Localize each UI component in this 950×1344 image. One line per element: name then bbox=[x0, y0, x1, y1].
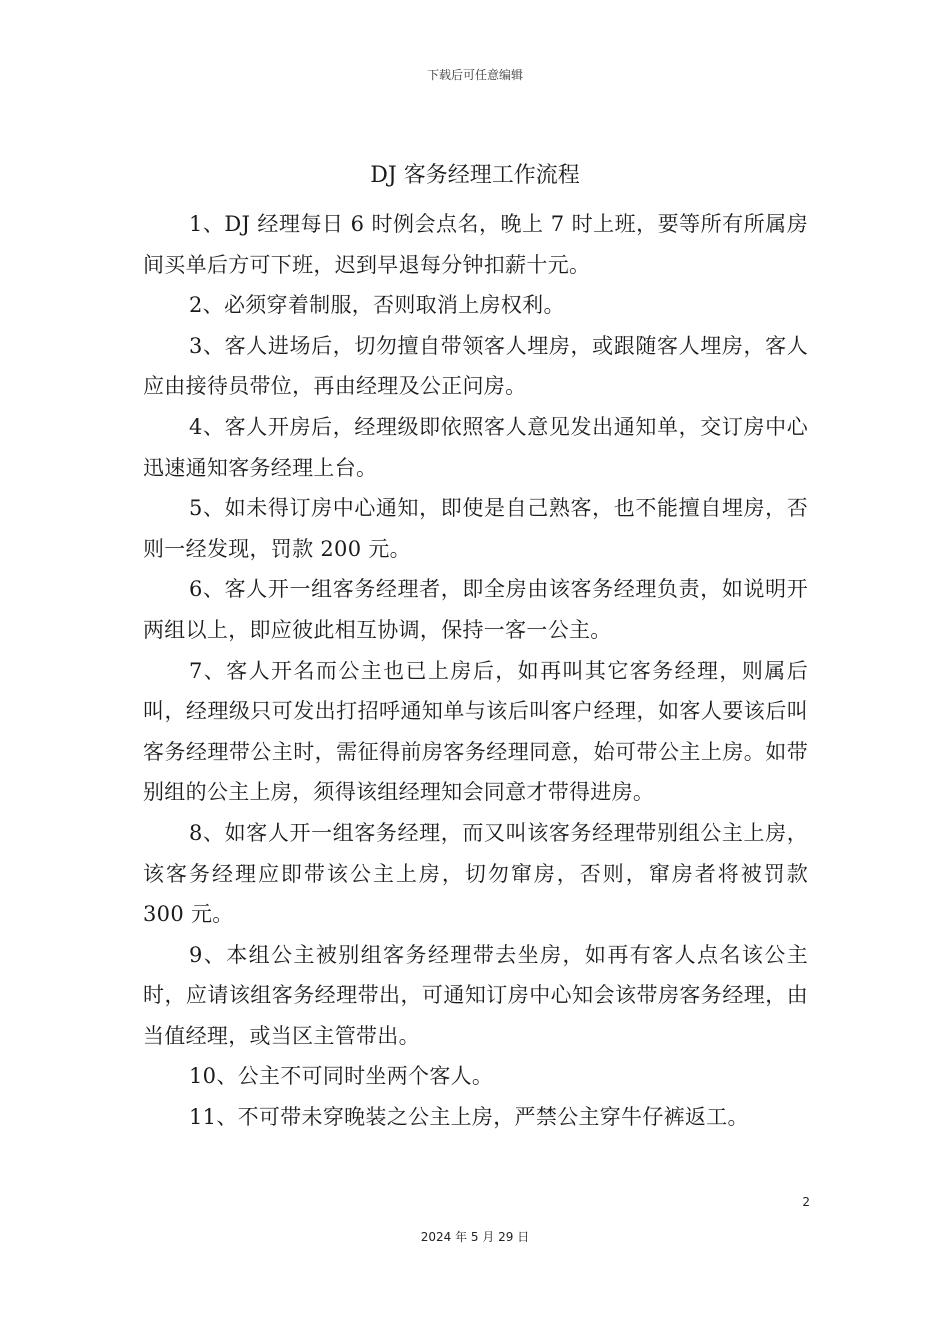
paragraph-8: 8、如客人开一组客务经理，而又叫该客务经理带别组公主上房，该客务经理应即带该公主上房，切勿窜房，否则，窜房者将被罚款 300 元。 bbox=[143, 820, 808, 927]
document-title: DJ 客务经理工作流程 bbox=[370, 163, 580, 188]
paragraph-7: 7、客人开名而公主也已上房后，如再叫其它客务经理，则属后叫，经理级只可发出打招呼通知单与该后叫客户经理，如客人要该后叫客务经理带公主时，需征得前房客务经理同意，始可带公主上房。如带别组的公主上房，须得该组经理知会同意才带得进房。 bbox=[143, 658, 808, 805]
paragraph-10: 10、公主不可同时坐两个客人。 bbox=[189, 1064, 494, 1089]
document-body bbox=[143, 204, 808, 1138]
paragraph-11: 11、不可带未穿晚装之公主上房，严禁公主穿牛仔裤返工。 bbox=[189, 1105, 749, 1130]
page-header: 下载后可任意编辑 bbox=[426, 68, 523, 82]
paragraph-4: 4、客人开房后，经理级即依照客人意见发出通知单，交订房中心迅速通知客务经理上台。 bbox=[143, 414, 808, 480]
paragraph-9: 9、本组公主被别组客务经理带去坐房，如再有客人点名该公主时，应请该组客务经理带出，可通知订房中心知会该带房客务经理，由当值经理，或当区主管带出。 bbox=[143, 942, 808, 1048]
footer-date: 2024 年 5 月 29 日 bbox=[420, 1230, 530, 1244]
page-number: 2 bbox=[802, 1195, 810, 1209]
paragraph-6: 6、客人开一组客务经理者，即全房由该客务经理负责，如说明开两组以上，即应彼此相互协调，保持一客一公主。 bbox=[143, 577, 808, 642]
paragraph-2: 2、必须穿着制服，否则取消上房权利。 bbox=[189, 293, 565, 318]
paragraph-1: 1、DJ 经理每日 6 时例会点名，晚上 7 时上班，要等所有所属房间买单后方可下班，迟到早退每分钟扣薪十元。 bbox=[143, 212, 808, 277]
paragraph-3: 3、客人进场后，切勿擅自带领客人埋房，或跟随客人埋房，客人应由接待员带位，再由经理及公正问房。 bbox=[143, 333, 808, 399]
paragraph-5: 5、如未得订房中心通知，即使是自己熟客，也不能擅自埋房，否则一经发现，罚款 200 元。 bbox=[143, 496, 808, 561]
